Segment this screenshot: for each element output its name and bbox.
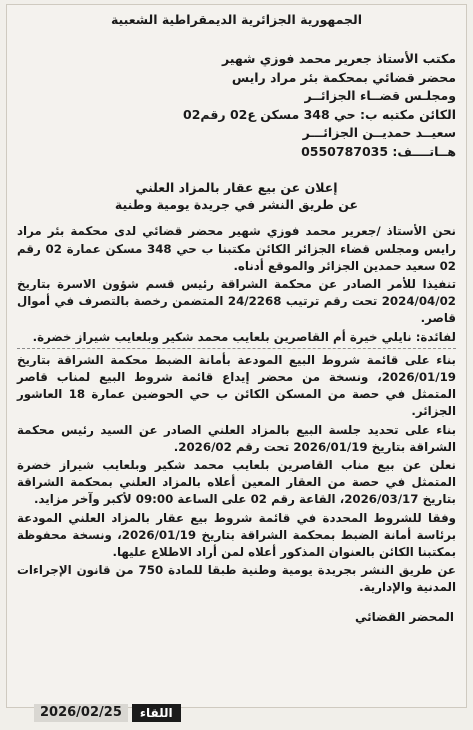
office-city: سعيــد حمديــن الجزائـــر: [302, 125, 456, 141]
paragraph-announcement: نعلن عن بيع مناب القاصرين بلعايب محمد شكير وبلعايب شيراز خضرة المتمثل في حصة من العقار المعين أعلاه بالمزاد العلني بمحكمة الشراقة بتاريخ 2026/03/17، القاعة رقم 02 على الساعة 09:00 لأكبر وآخر مزايد.: [17, 458, 456, 507]
paragraph-session: بناء على تحديد جلسة البيع بالمزاد العلني الصادر عن السيد رئيس محكمة الشراقة بتاريخ 2026/01/19 تحت رقم 2026/02.: [17, 422, 456, 454]
paragraph-publication: عن طريق النشر بجريدة يومية وطنية طبقا للمادة 750 من قانون الإجراءات المدنية والإدارية.: [17, 563, 456, 595]
notice-title-line-1: إعلان عن بيع عقار بالمزاد العلني: [135, 180, 338, 196]
office-block: [17, 50, 456, 161]
paragraph-execution: تنفيذا للأمر الصادر عن محكمة الشراقة رئيس قسم شؤون الاسرة بتاريخ 2024/04/02 تحت رقم ترتيب 24/2268 المتضمن رخصة بالتصرف في أموال قاصر.: [17, 277, 456, 326]
legal-notice-page: [6, 4, 467, 708]
publication-date: 2026/02/25: [34, 704, 128, 722]
signature: المحضر القضائي: [354, 609, 454, 624]
phone-label: هــاتــــف:: [392, 143, 456, 159]
phone-number: 0550787035: [301, 143, 389, 159]
publication-footer: [34, 704, 181, 722]
paragraph-beneficiary: لفائدة: نايلي خيرة أم القاصرين بلعايب محمد شكير وبلعايب شيراز خضرة.: [32, 329, 456, 344]
republic-header: الجمهورية الجزائرية الديمقراطية الشعبية: [110, 12, 363, 27]
newspaper-badge: اللقاء: [132, 704, 181, 722]
paragraph-bailiff: نحن الأستاذ /جعرير محمد فوزي شهير محضر قضائي لدى محكمة بئر مراد رايس ومجلس قضاء الجزائر الكائن مكتبنا ب حي 348 مسكن عمارة 02 رقم 02 سعيد حمدين الجزائر والموقع أدناه.: [17, 224, 456, 273]
paragraph-terms: وفقا للشروط المحددة في قائمة شروط بيع عقار بالمزاد العلني المودعة برئاسة أمانة الضبط بمحكمة الشراقة بتاريخ 2026/01/19، ونسخة محفوظة بمكتبنا الكائن بالعنوان المذكور أعلاه لمن أراد الاطلاع عليها.: [17, 510, 456, 560]
dashed-separator: [17, 348, 456, 349]
office-line-2: محضر قضائي بمحكمة بئر مراد رايس: [231, 69, 456, 85]
office-phone-row: [17, 143, 456, 162]
notice-title-line-2: عن طريق النشر في جريدة يومية وطنية: [114, 197, 359, 213]
notice-title: [17, 179, 456, 213]
office-line-1: مكتب الأستاذ جعرير محمد فوزي شهير: [222, 51, 456, 67]
notice-body: [17, 223, 456, 596]
office-line-3: ومجلـس قضــاء الجزائــر: [304, 88, 456, 104]
paragraph-conditions: بناء على قائمة شروط البيع المودعة بأمانة الضبط محكمة الشراقة بتاريخ 2026/01/19، ونسخة من محضر إيداع قائمة شروط البيع لمناب قاصر المتمثل في حصة من المسكن الكائن ب حي الحوضين عمارة 18 العاشور الجزائر.: [17, 352, 456, 419]
office-address: الكائن مكتبه ب: حي 348 مسكن ع02 رقم02: [183, 106, 456, 122]
